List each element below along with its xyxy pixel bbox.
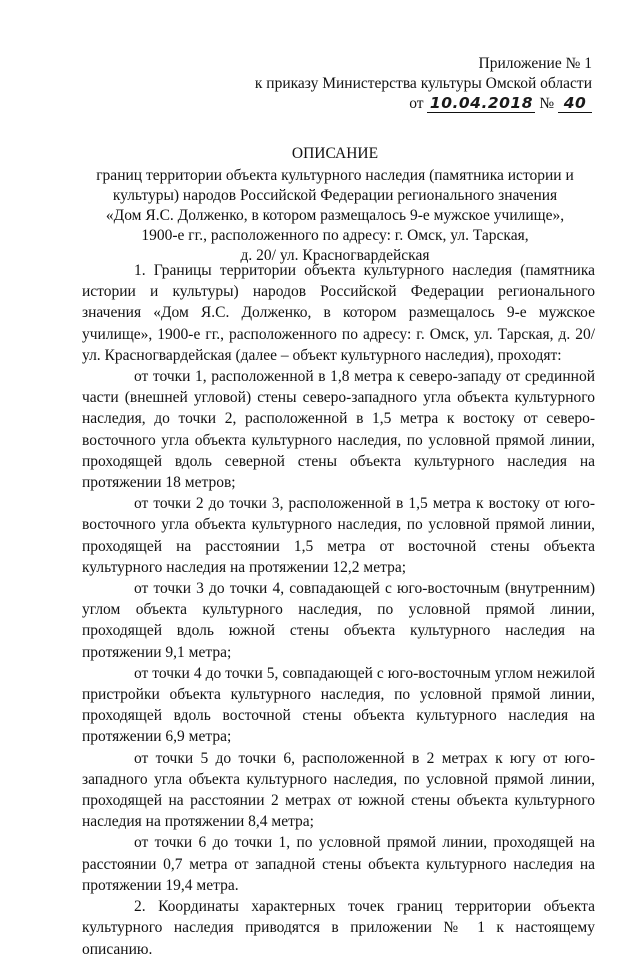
appendix-date-row [192, 94, 592, 114]
number-label: № [539, 95, 555, 112]
document-heading [70, 144, 600, 266]
heading-line: д. 20/ ул. Красногвардейская [240, 247, 430, 264]
heading-line: 1900-е гг., расположенного по адресу: г. Омск, ул. Тарская, [141, 227, 529, 244]
paragraph: от точки 4 до точки 5, совпадающей с юго-восточным углом нежилой пристройки объекта культурного наследия, по условной прямой линии, проходящей вдоль восточной стены объекта культурного наследия на протяжении 6,9 метра; [82, 664, 595, 746]
document-body [82, 260, 595, 960]
date-field [427, 95, 535, 113]
paragraph: 2. Координаты характерных точек границ территории объекта культурного наследия приводятся в приложении № 1 к настоящему описанию. [82, 898, 595, 958]
handwritten-number: 40 [563, 94, 587, 112]
number-field [558, 95, 592, 113]
paragraph: от точки 5 до точки 6, расположенной в 2 метрах к югу от юго-западного угла объекта культурного наследия, по условной прямой линии, проходящей на расстоянии 2 метрах от южной стены объекта культурного наследия на протяжении 8,4 метра; [82, 749, 595, 831]
handwritten-date: 10.04.2018 [429, 94, 533, 112]
heading-line: границ территории объекта культурного наследия (памятника истории и [96, 167, 574, 184]
heading-line: культуры) народов Российской Федерации регионального значения [112, 187, 558, 204]
paragraph: от точки 1, расположенной в 1,8 метра к северо-западу от срединной части (внешней угловой) стены северо-западного угла объекта культурного наследия, до точки 2, расположенной в 1,5 метра к востоку от северо-восточного угла объекта культурного наследия, по условной прямой линии, проходящей вдоль северной стены объекта культурного наследия на протяжении 18 метров; [82, 368, 595, 492]
paragraph: от точки 6 до точки 1, по условной прямой линии, проходящей на расстоянии 0,7 метра от западной стены объекта культурного наследия на протяжении 19,4 метра. [82, 834, 595, 894]
document-title: ОПИСАНИЕ [291, 145, 379, 162]
paragraph: от точки 3 до точки 4, совпадающей с юго-восточным (внутренним) углом объекта культурного наследия, по условной прямой линии, проходящей вдоль южной стены объекта культурного наследия на протяжении 9,1 метра; [82, 580, 595, 661]
appendix-line-2: к приказу Министерства культуры Омской области [254, 75, 592, 92]
appendix-block [192, 54, 592, 114]
appendix-line-1: Приложение № 1 [478, 55, 592, 72]
heading-line: «Дом Я.С. Долженко, в котором размещалось 9-е мужское училище», [105, 207, 565, 224]
paragraph: от точки 2 до точки 3, расположенной в 1,5 метра к востоку от юго-восточного угла объекта культурного наследия, по условной прямой линии, проходящей на расстоянии 1,5 метра от восточной стены объекта культурного наследия на протяжении 12,2 метра; [82, 495, 595, 576]
paragraph: 1. Границы территории объекта культурного наследия (памятника истории и культуры) народов Российской Федерации регионального значения «Дом Я.С. Долженко, в котором размещалось 9-е мужское училище», 1900-е гг., расположенного по адресу: г. Омск, ул. Тарская, д. 20/ ул. Красногвардейская (далее – объект культурного наследия), проходят: [82, 262, 595, 364]
from-label: от [409, 95, 424, 112]
